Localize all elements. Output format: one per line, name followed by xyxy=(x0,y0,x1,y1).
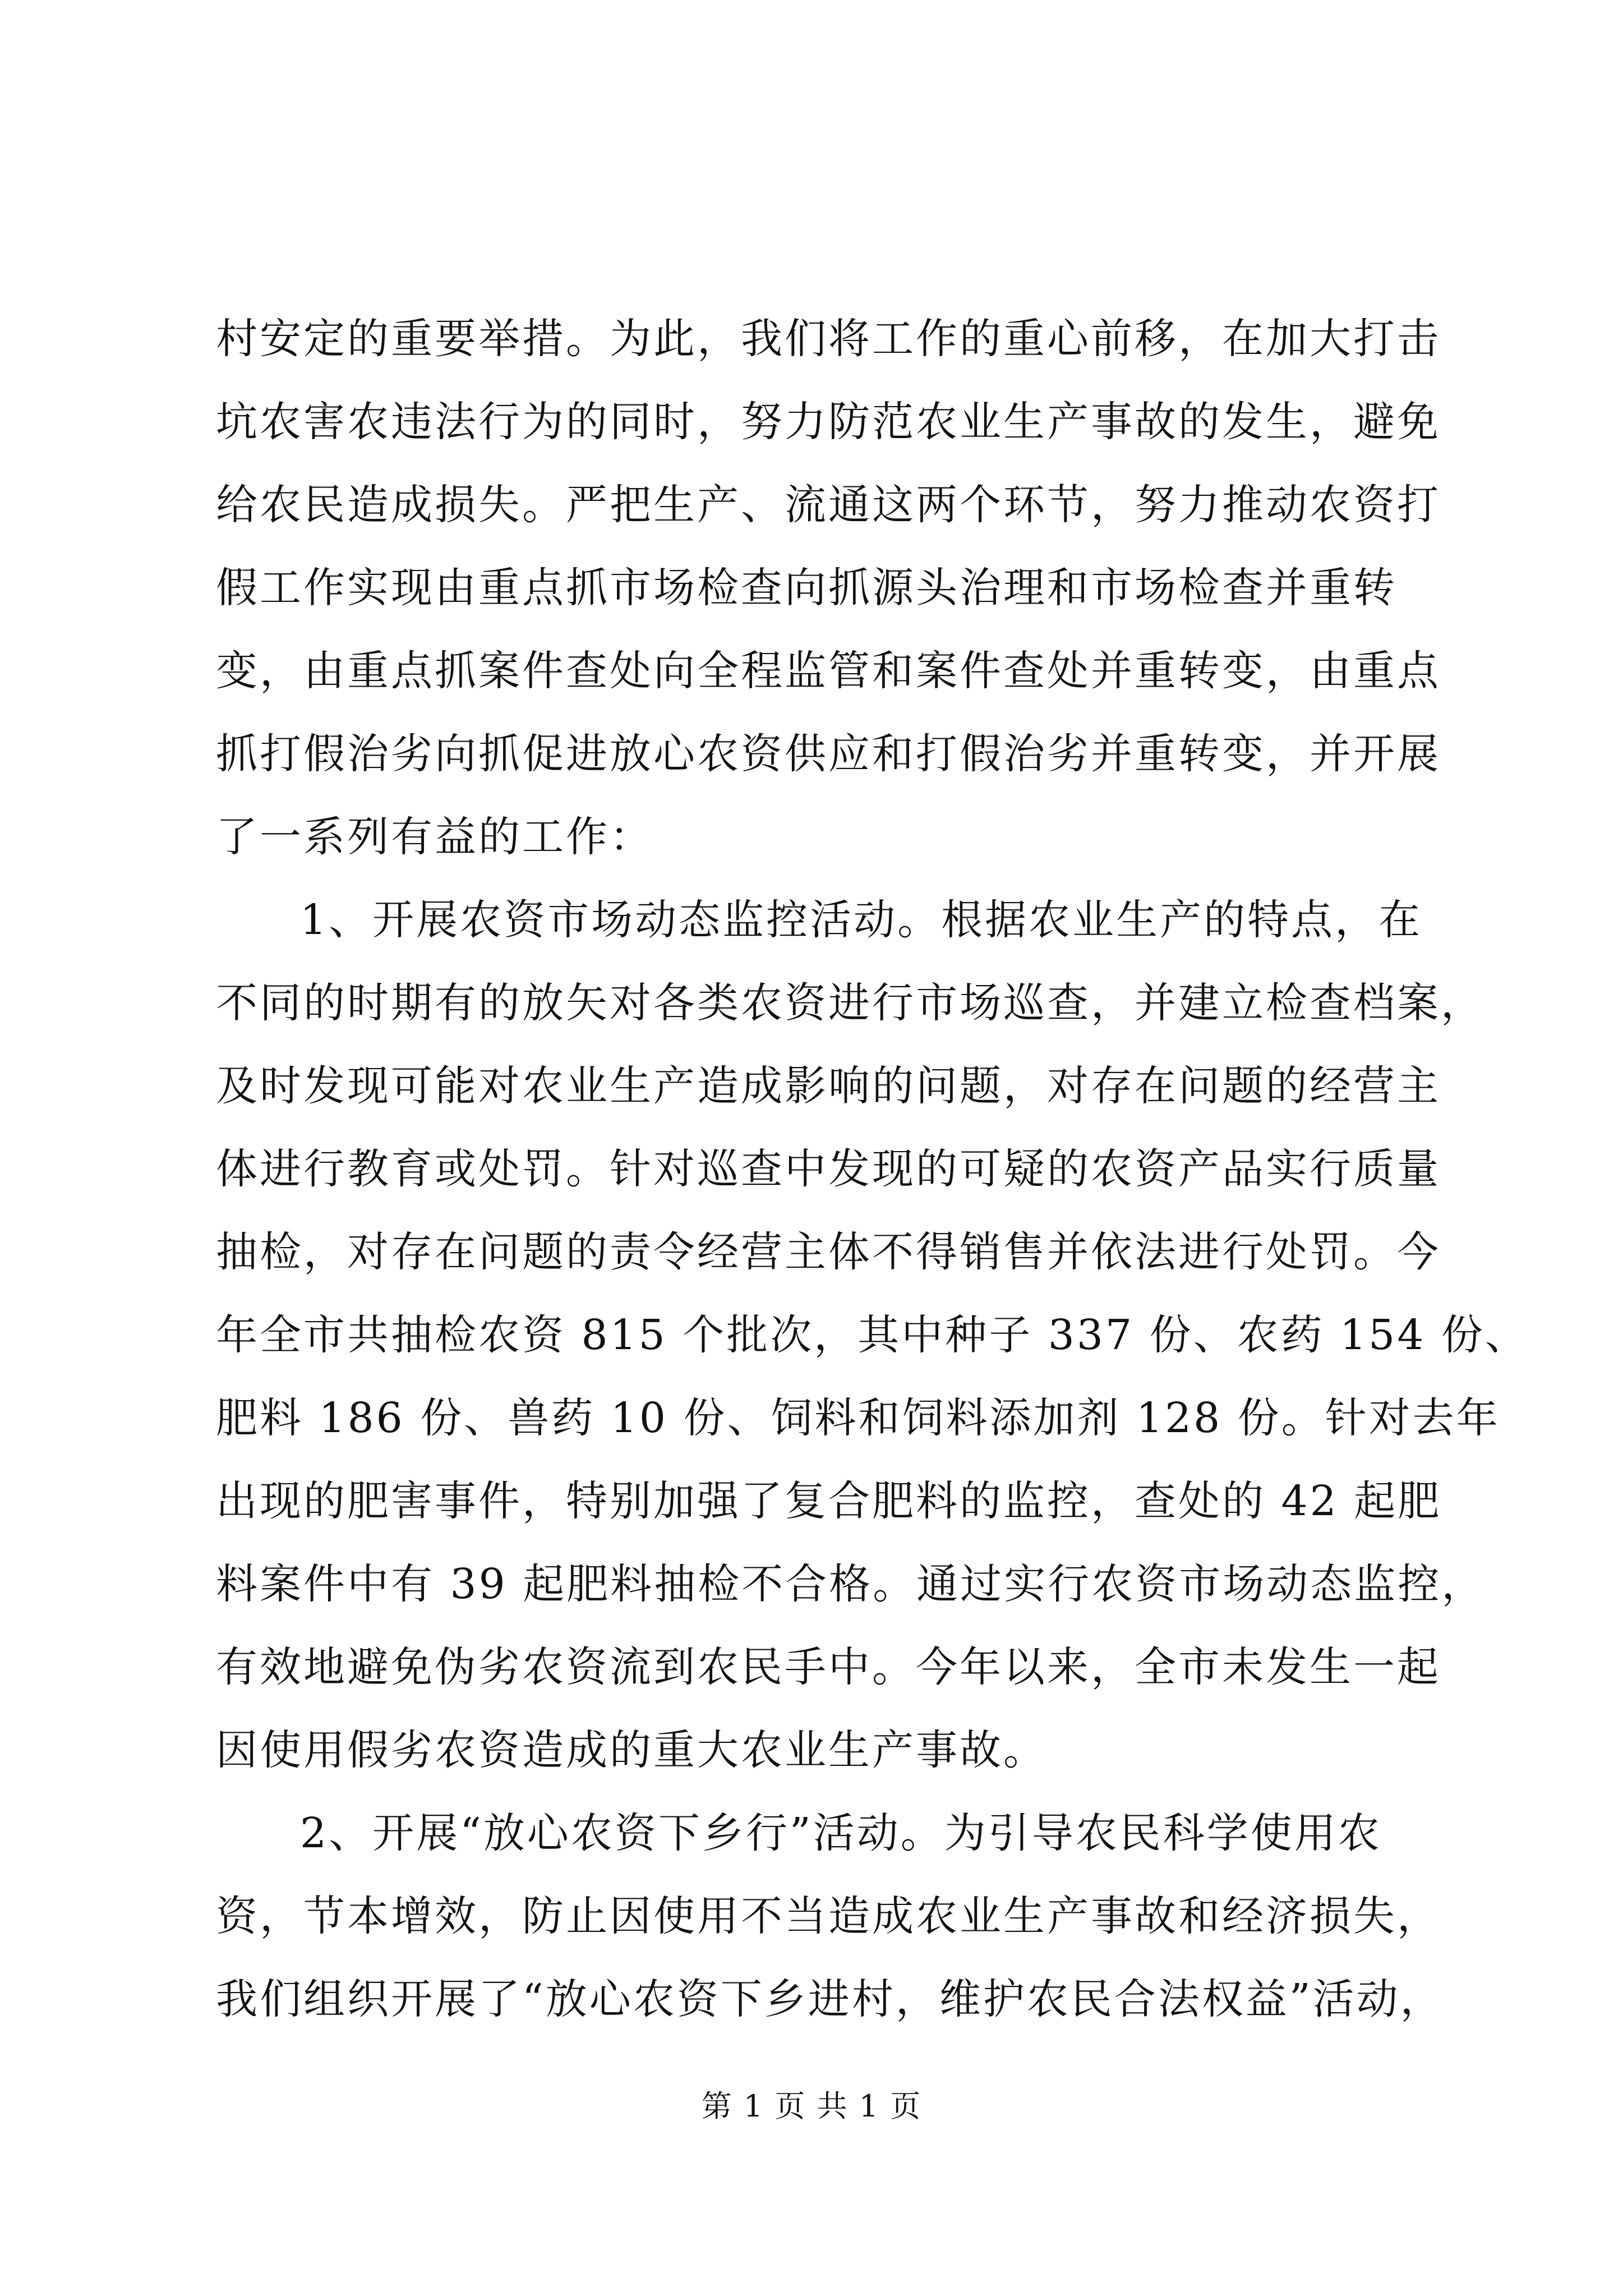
text-line: 给农民造成损失。严把生产、流通这两个环节，努力推动农资打 xyxy=(216,481,1441,529)
text-line: 资，节本增效，防止因使用不当造成农业生产事故和经济损失， xyxy=(216,1892,1441,1940)
text-line: 了一系列有益的工作： xyxy=(216,813,653,861)
document-body xyxy=(216,297,1529,2041)
page-number-label: 第 1 页 共 1 页 xyxy=(701,2088,922,2124)
text-line: 我们组织开展了“放心农资下乡进村，维护农民合法权益”活动， xyxy=(216,1975,1444,2023)
text-line: 出现的肥害事件，特别加强了复合肥料的监控，查处的 42 起肥 xyxy=(216,1477,1442,1525)
text-line: 及时发现可能对农业生产造成影响的问题，对存在问题的经营主 xyxy=(216,1062,1441,1110)
text-line: 不同的时期有的放矢对各类农资进行市场巡查，并建立检查档案， xyxy=(216,979,1484,1027)
text-line: 体进行教育或处罚。针对巡查中发现的可疑的农资产品实行质量 xyxy=(216,1145,1441,1193)
text-line: 村安定的重要举措。为此，我们将工作的重心前移，在加大打击 xyxy=(216,315,1441,363)
text-line: 抓打假治劣向抓促进放心农资供应和打假治劣并重转变，并开展 xyxy=(216,730,1441,778)
paragraph-1-first-line: 1、开展农资市场动态监控活动。根据农业生产的特点，在 xyxy=(300,896,1423,944)
text-line: 肥料 186 份、兽药 10 份、饲料和饲料添加剂 128 份。针对去年 xyxy=(216,1394,1500,1442)
text-line: 因使用假劣农资造成的重大农业生产事故。 xyxy=(216,1726,1047,1774)
text-line: 料案件中有 39 起肥料抽检不合格。通过实行农资市场动态监控， xyxy=(216,1560,1486,1608)
paragraph-2-first-line: 2、开展“放心农资下乡行”活动。为引导农民科学使用农 xyxy=(300,1809,1382,1857)
text-line: 坑农害农违法行为的同时，努力防范农业生产事故的发生，避免 xyxy=(216,398,1441,446)
text-line: 变，由重点抓案件查处向全程监管和案件查处并重转变，由重点 xyxy=(216,647,1441,695)
page-footer xyxy=(0,2087,1623,2126)
text-line: 年全市共抽检农资 815 个批次，其中种子 337 份、农药 154 份、 xyxy=(216,1311,1529,1359)
text-line: 假工作实现由重点抓市场检查向抓源头治理和市场检查并重转 xyxy=(216,564,1397,612)
text-line: 抽检，对存在问题的责令经营主体不得销售并依法进行处罚。今 xyxy=(216,1228,1441,1276)
text-line: 有效地避免伪劣农资流到农民手中。今年以来，全市未发生一起 xyxy=(216,1643,1441,1691)
